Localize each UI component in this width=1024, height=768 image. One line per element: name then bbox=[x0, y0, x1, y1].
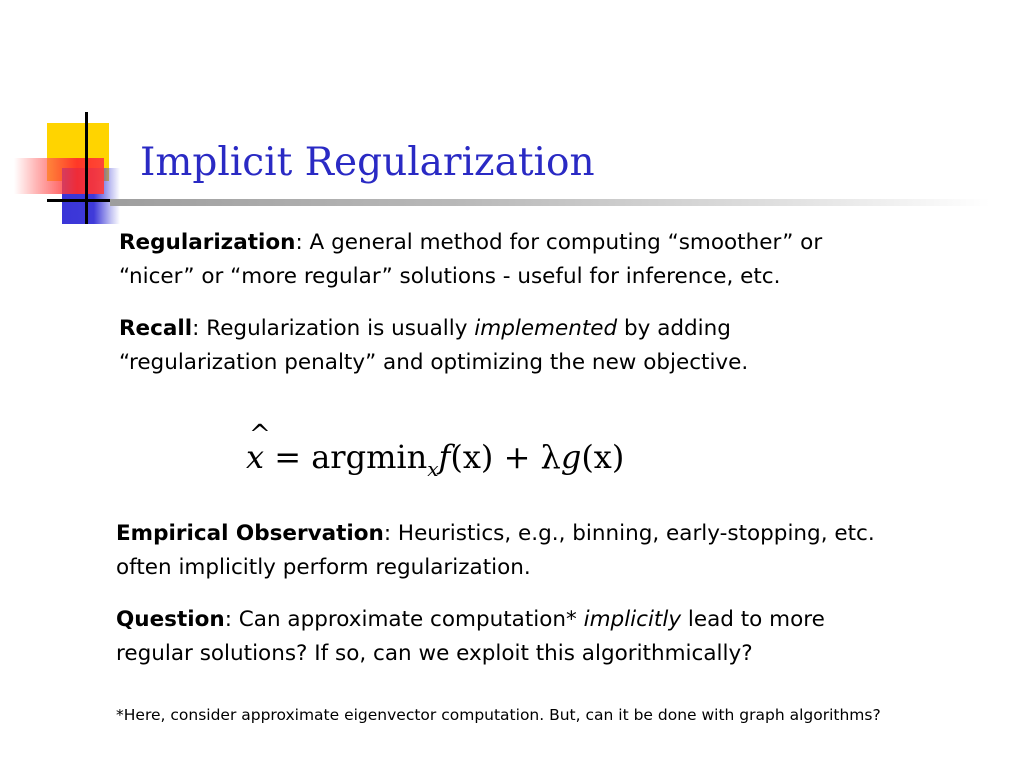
question-text-before: Can approximate computation* bbox=[231, 607, 584, 632]
footnote: *Here, consider approximate eigenvector computation. But, can it be done with graph algorithms? bbox=[116, 706, 881, 724]
question-emphasis: implicitly bbox=[583, 607, 682, 632]
question-text-line2: regular solutions? If so, can we exploit this algorithmically? bbox=[116, 641, 753, 666]
regularization-text-line1: A general method for computing “smoother” or bbox=[302, 230, 823, 255]
question-sep: : bbox=[224, 607, 232, 632]
formula-argmin: = argmin bbox=[264, 438, 428, 476]
regularization-label: Regularization bbox=[119, 230, 296, 255]
formula-g: g bbox=[560, 438, 582, 476]
recall-emphasis: implemented bbox=[474, 316, 618, 341]
logo-vertical-line bbox=[85, 112, 88, 224]
empirical-sep: : bbox=[383, 521, 392, 546]
regularization-text-line2: “nicer” or “more regular” solutions - useful for inference, etc. bbox=[119, 264, 781, 289]
formula-subscript: x bbox=[427, 457, 439, 481]
regularization-paragraph bbox=[119, 226, 822, 294]
question-text-after: lead to more bbox=[681, 607, 825, 632]
recall-label: Recall bbox=[119, 316, 193, 341]
formula-f-arg: (x) bbox=[450, 438, 494, 476]
recall-paragraph bbox=[119, 312, 748, 380]
formula-f: f bbox=[438, 438, 451, 476]
formula-lhs: ^ x bbox=[246, 438, 264, 476]
question-label: Question bbox=[116, 607, 225, 632]
objective-formula bbox=[246, 438, 624, 481]
recall-sep: : bbox=[192, 316, 200, 341]
regularization-sep: : bbox=[295, 230, 303, 255]
question-paragraph bbox=[116, 603, 825, 671]
empirical-paragraph bbox=[116, 517, 875, 585]
empirical-label: Empirical Observation bbox=[116, 521, 384, 546]
slide-title: Implicit Regularization bbox=[140, 140, 595, 185]
formula-lambda: + λ bbox=[493, 438, 561, 476]
title-divider bbox=[110, 199, 990, 206]
recall-text-line2: “regularization penalty” and optimizing the new objective. bbox=[119, 350, 749, 375]
recall-text-before: Regularization is usually bbox=[199, 316, 475, 341]
logo-red-bar bbox=[14, 158, 104, 194]
empirical-text-line1: Heuristics, e.g., binning, early-stopping, etc. bbox=[391, 521, 875, 546]
recall-text-after: by adding bbox=[617, 316, 731, 341]
empirical-text-line2: often implicitly perform regularization. bbox=[116, 555, 531, 580]
formula-g-arg: (x) bbox=[581, 438, 625, 476]
